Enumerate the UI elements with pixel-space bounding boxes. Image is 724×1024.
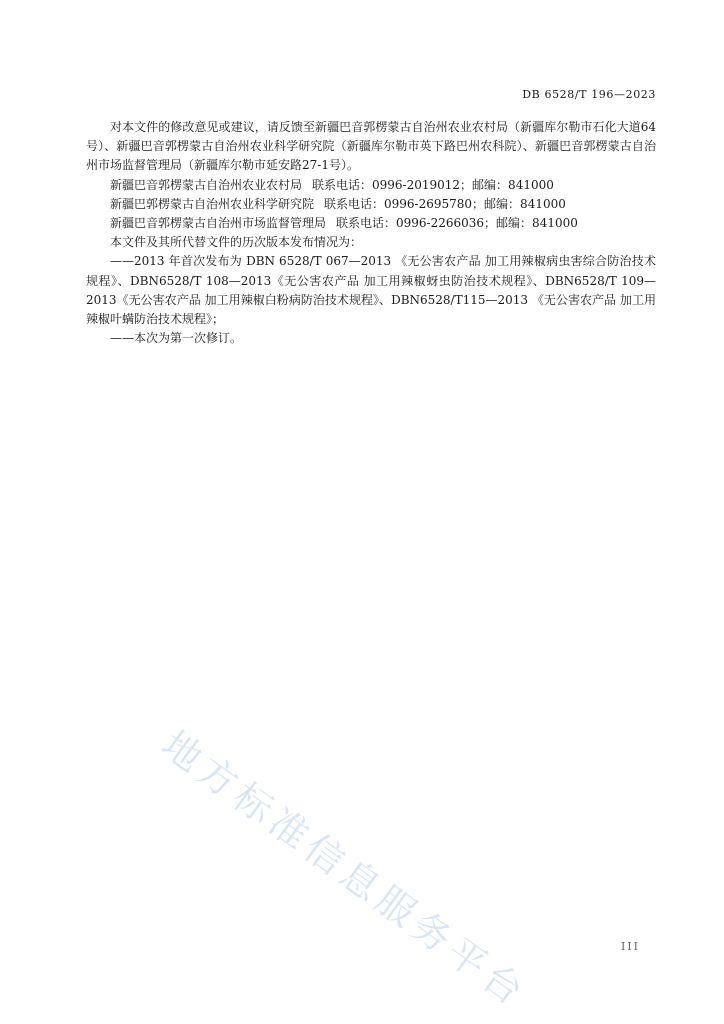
contact-info: 联系电话：0996-2266036；邮编：841000: [336, 216, 578, 231]
contact-info: 联系电话：0996-2019012；邮编：841000: [312, 177, 554, 192]
watermark: 地方标准信息服务平台: [153, 722, 536, 1017]
contact-org: 新疆巴音郭楞蒙古自治州农业农村局: [110, 177, 303, 192]
history-item: ——本次为第一次修订。: [110, 331, 243, 346]
contact-org: 新疆巴音郭楞蒙古自治州市场监督管理局: [110, 216, 327, 231]
contact-org: 新疆巴郭楞蒙古自治州农业科学研究院: [110, 196, 315, 211]
history-item: ——2013 年首次发布为 DBN 6528/T 067—2013 《无公害农产品 加工用辣椒病虫害综合防治技术规程》、DBN6528/T 108—2013《无公害农产品 加工用辣椒蚜虫防治技术规程》、DBN6528/T 109—2013《无公害农产品 加工用辣椒白粉病防治技术规程》、DBN6528/T115—2013 《无公害农产品 加工用辣椒叶螨防治技术规程》；: [86, 254, 656, 327]
feedback-paragraph: 对本文件的修改意见或建议，请反馈至新疆巴音郭楞蒙古自治州农业农村局（新疆库尔勒市石化大道64号）、新疆巴音郭楞蒙古自治州农业科学研究院（新疆库尔勒市英下路巴州农科院）、新疆巴音郭楞蒙古自治州市场监督管理局（新疆库尔勒市延安路27-1号）。: [86, 120, 656, 173]
contact-info: 联系电话：0996-2695780；邮编：841000: [324, 196, 566, 211]
page-number: III: [620, 940, 640, 953]
contact-line: [86, 176, 656, 195]
contact-line: [86, 214, 656, 233]
document-body: [86, 118, 656, 348]
document-code: DB 6528/T 196—2023: [522, 88, 656, 101]
history-intro: 本文件及其所代替文件的历次版本发布情况为：: [110, 235, 363, 250]
contact-line: [86, 195, 656, 214]
